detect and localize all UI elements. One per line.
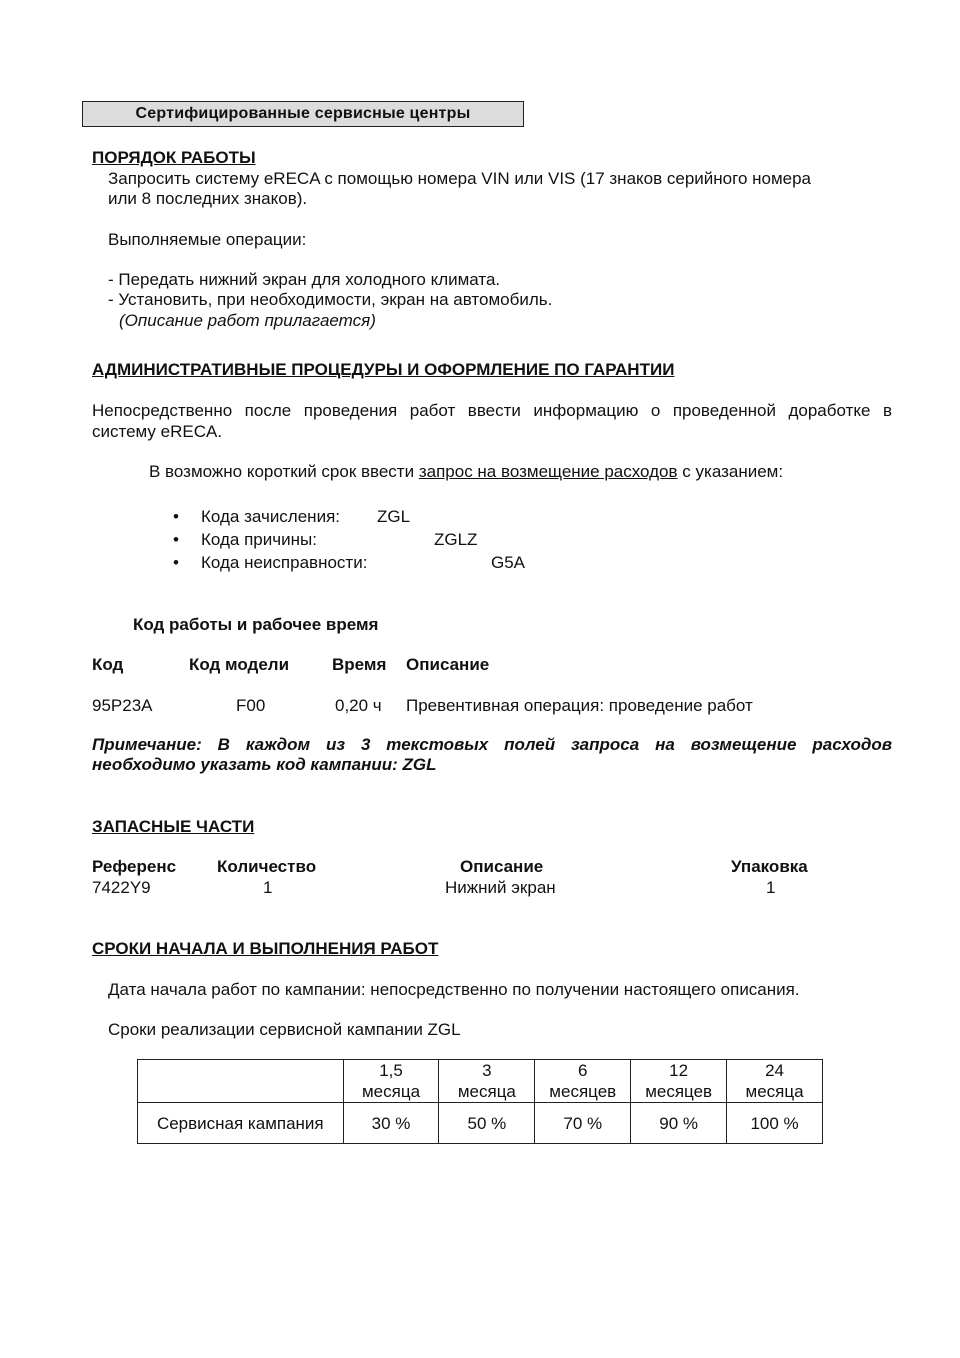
operations-label: Выполняемые операции: [108,230,307,249]
labor-model: F00 [236,696,266,715]
code-label-credit: Кода зачисления: [201,507,340,526]
schedule-value-cell: 70 % [535,1103,631,1144]
labor-header-model: Код модели [189,655,290,674]
schedule-terms-text: Сроки реализации сервисной кампании ZGL [108,1020,461,1039]
labor-note-line-2: необходимо указать код кампании: ZGL [92,755,437,774]
bullet-icon: • [173,553,179,572]
procedure-line-1: Запросить систему eRECA с помощью номера VIN или VIS (17 знаков серийного номера [108,169,812,188]
parts-header-description: Описание [460,857,544,876]
claim-request-link: запрос на возмещение расходов [418,462,678,481]
schedule-period-cell [727,1060,823,1103]
operation-item-1: - Передать нижний экран для холодного климата. [108,270,501,289]
period-unit: месяцев [645,1082,713,1101]
bullet-icon: • [173,530,179,549]
procedure-line-2: или 8 последних знаков). [108,189,308,208]
labor-header-code: Код [92,655,124,674]
section-title-box: Сертифицированные сервисные центры [82,101,524,127]
schedule-start-text: Дата начала работ по кампании: непосредственно по получении настоящего описания. [108,980,800,999]
admin-paragraph-line-1: Непосредственно после проведения работ ввести информацию о проведенной доработке в [92,401,892,420]
claim-sentence [149,461,783,482]
schedule-table [137,1059,823,1144]
schedule-value-row [138,1103,823,1144]
schedule-period-cell [439,1060,535,1103]
code-value-fault: G5A [491,553,526,572]
schedule-row-label: Сервисная кампания [138,1103,344,1144]
part-quantity: 1 [263,878,273,897]
labor-description: Превентивная операция: проведение работ [406,696,753,715]
claim-text-post: с указанием: [682,462,784,481]
schedule-value-cell: 30 % [343,1103,439,1144]
admin-paragraph-line-2: систему eRECA. [92,422,223,441]
parts-header-quantity: Количество [217,857,317,876]
code-label-fault: Кода неисправности: [201,553,368,572]
admin-heading: АДМИНИСТРАТИВНЫЕ ПРОЦЕДУРЫ И ОФОРМЛЕНИЕ ПО ГАРАНТИИ [92,360,675,379]
schedule-value-cell: 50 % [439,1103,535,1144]
period-number: 24 [765,1061,784,1080]
operation-note: (Описание работ прилагается) [119,311,376,330]
period-number: 6 [578,1061,588,1080]
period-number: 1,5 [379,1061,403,1080]
labor-time: 0,20 ч [335,696,382,715]
code-value-credit: ZGL [377,507,411,526]
code-label-cause: Кода причины: [201,530,317,549]
period-number: 3 [482,1061,492,1080]
period-unit: месяца [745,1082,804,1101]
schedule-period-cell [535,1060,631,1103]
part-description: Нижний экран [445,878,556,897]
schedule-header-row [138,1060,823,1103]
schedule-value-cell: 90 % [631,1103,727,1144]
parts-header-packaging: Упаковка [731,857,808,876]
schedule-value-cell: 100 % [727,1103,823,1144]
operation-item-2: - Установить, при необходимости, экран на автомобиль. [108,290,553,309]
schedule-heading: СРОКИ НАЧАЛА И ВЫПОЛНЕНИЯ РАБОТ [92,939,439,958]
code-value-cause: ZGLZ [434,530,478,549]
labor-title: Код работы и рабочее время [133,615,379,634]
labor-code: 95P23A [92,696,153,715]
schedule-corner-cell [138,1060,344,1103]
period-unit: месяцев [549,1082,617,1101]
part-packaging: 1 [766,878,776,897]
parts-heading: ЗАПАСНЫЕ ЧАСТИ [92,817,255,836]
schedule-period-cell [343,1060,439,1103]
period-number: 12 [669,1061,689,1080]
labor-header-time: Время [332,655,387,674]
schedule-period-cell [631,1060,727,1103]
bullet-icon: • [173,507,179,526]
labor-note-line-1: Примечание: В каждом из 3 текстовых полей запроса на возмещение расходов [92,735,892,754]
claim-text-pre: В возможно короткий срок ввести [149,462,415,481]
part-reference: 7422Y9 [92,878,151,897]
period-unit: месяца [361,1082,421,1101]
labor-header-description: Описание [406,655,490,674]
parts-header-reference: Референс [92,857,177,876]
procedure-heading: ПОРЯДОК РАБОТЫ [92,148,256,167]
period-unit: месяца [457,1082,516,1101]
